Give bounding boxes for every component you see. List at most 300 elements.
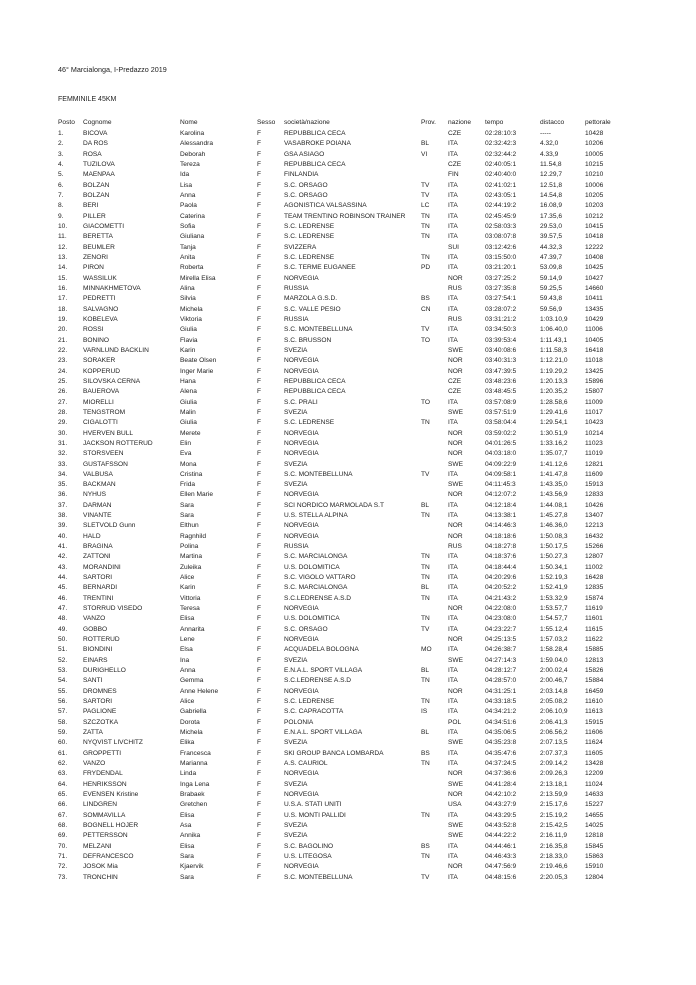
cell-tempo: 02:32:42:3	[485, 140, 517, 148]
cell-societa: S.C. MONTEBELLUNA	[284, 326, 353, 334]
cell-nome: Sara	[180, 852, 194, 860]
cell-societa: S.C. LEDRENSE	[284, 419, 335, 427]
cell-posto: 22.	[58, 346, 68, 354]
cell-nazione: ITA	[448, 563, 458, 571]
cell-prov: BS	[421, 842, 430, 850]
cell-distacco: 1:53.57,7	[540, 605, 568, 613]
cell-distacco: 12.51,8	[540, 181, 562, 189]
cell-cognome: SILOVSKA CERNA	[83, 377, 141, 385]
table-row	[58, 170, 688, 180]
cell-cognome: GUSTAFSSON	[83, 460, 128, 468]
cell-nazione: SWE	[448, 346, 464, 354]
cell-pettorale: 16418	[585, 346, 604, 354]
table-row	[58, 325, 688, 335]
header-nazione: nazione	[448, 119, 472, 126]
cell-cognome: BOLZAN	[83, 191, 110, 199]
table-row	[58, 398, 688, 408]
cell-societa: AGONISTICA VALSASSINA	[284, 202, 367, 210]
cell-cognome: VANZO	[83, 615, 106, 623]
header-prov: Prov.	[421, 119, 436, 126]
cell-nome: Anna	[180, 191, 196, 199]
cell-prov: TN	[421, 512, 430, 520]
cell-pettorale: 15807	[585, 388, 604, 396]
cell-tempo: 04:03:18:0	[485, 450, 517, 458]
cell-nome: Sara	[180, 512, 194, 520]
table-row	[58, 356, 688, 366]
cell-nome: Karin	[180, 584, 196, 592]
cell-posto: 46.	[58, 594, 68, 602]
table-row	[58, 542, 688, 552]
cell-cognome: HVERVEN BULL	[83, 429, 134, 437]
cell-prov: TV	[421, 470, 430, 478]
cell-tempo: 02:40:05:1	[485, 160, 517, 168]
table-row	[58, 232, 688, 242]
cell-sesso: F	[257, 470, 262, 478]
cell-societa: S.C. ORSAGO	[284, 191, 328, 199]
cell-cognome: MORANDINI	[83, 563, 121, 571]
cell-posto: 29.	[58, 419, 68, 427]
cell-pettorale: 15913	[585, 481, 604, 489]
table-row	[58, 191, 688, 201]
cell-nome: Zuleika	[180, 563, 202, 571]
cell-prov: TV	[421, 625, 430, 633]
cell-tempo: 03:47:39:5	[485, 367, 517, 375]
cell-posto: 12.	[58, 243, 68, 251]
cell-nazione: CZE	[448, 377, 462, 385]
cell-posto: 11.	[58, 233, 67, 241]
cell-posto: 48.	[58, 615, 68, 623]
cell-tempo: 03:58:04:4	[485, 419, 517, 427]
cell-cognome: NYHUS	[83, 491, 107, 499]
header-posto: Posto	[58, 119, 75, 126]
cell-nome: Giulia	[180, 326, 197, 334]
cell-distacco: 1:50.17,5	[540, 543, 568, 551]
cell-tempo: 02:41:02:1	[485, 181, 517, 189]
cell-societa: REPUBBLICA CECA	[284, 377, 346, 385]
cell-sesso: F	[257, 336, 262, 344]
cell-societa: FINLANDIA	[284, 171, 319, 179]
cell-posto: 36.	[58, 491, 68, 499]
table-row	[58, 728, 688, 738]
cell-pettorale: 12804	[585, 873, 604, 881]
cell-nome: Merete	[180, 429, 201, 437]
cell-tempo: 04:26:38:7	[485, 646, 517, 654]
cell-nazione: NOR	[448, 770, 463, 778]
cell-nome: Polina	[180, 543, 199, 551]
cell-cognome: MAENPAA	[83, 171, 115, 179]
cell-pettorale: 11601	[585, 615, 603, 623]
cell-tempo: 02:40:40:0	[485, 171, 517, 179]
cell-distacco: 1:33.16,2	[540, 439, 568, 447]
table-row	[58, 780, 688, 790]
cell-sesso: F	[257, 295, 262, 303]
cell-societa: NORVEGIA	[284, 450, 319, 458]
cell-posto: 73.	[58, 873, 68, 881]
cell-nome: Alessandra	[180, 140, 213, 148]
cell-distacco: 29.53,0	[540, 222, 562, 230]
cell-nazione: NOR	[448, 687, 463, 695]
cell-pettorale: 10427	[585, 274, 604, 282]
cell-pettorale: 10405	[585, 336, 604, 344]
cell-posto: 58.	[58, 718, 68, 726]
cell-distacco: 2:19.46,6	[540, 863, 568, 871]
table-row	[58, 212, 688, 222]
cell-pettorale: 11609	[585, 470, 603, 478]
cell-tempo: 04:25:13:5	[485, 636, 517, 644]
cell-prov: TN	[421, 811, 430, 819]
cell-distacco: 4.33,9	[540, 150, 559, 158]
cell-distacco: 1:54.57,7	[540, 615, 568, 623]
cell-cognome: SARTORI	[83, 698, 113, 706]
cell-distacco: 59.56,9	[540, 305, 562, 313]
cell-distacco: 47.39,7	[540, 253, 562, 261]
table-row	[58, 676, 688, 686]
table-row	[58, 594, 688, 604]
cell-cognome: STORRUD VISEDO	[83, 605, 143, 613]
cell-cognome: MINNAKHMETOVA	[83, 284, 141, 292]
cell-tempo: 04:11:45:3	[485, 481, 516, 489]
cell-nome: Alice	[180, 698, 195, 706]
cell-nome: Francesca	[180, 749, 211, 757]
cell-societa: REPUBBLICA CECA	[284, 388, 346, 396]
cell-pettorale: 15915	[585, 718, 604, 726]
cell-sesso: F	[257, 140, 262, 148]
cell-nazione: ITA	[448, 419, 458, 427]
cell-posto: 56.	[58, 698, 68, 706]
cell-cognome: SLETVOLD Gunn	[83, 522, 136, 530]
table-row	[58, 614, 688, 624]
cell-posto: 20.	[58, 326, 68, 334]
cell-cognome: KOPPERUD	[83, 367, 121, 375]
cell-nazione: CZE	[448, 160, 462, 168]
cell-posto: 30.	[58, 429, 68, 437]
cell-posto: 61.	[58, 749, 68, 757]
cell-distacco: 2:13.59,9	[540, 791, 568, 798]
cell-sesso: F	[257, 212, 262, 220]
cell-nazione: ITA	[448, 677, 458, 685]
cell-tempo: 04:35:47:6	[485, 749, 517, 757]
cell-cognome: GROPPETTI	[83, 749, 122, 757]
cell-posto: 26.	[58, 388, 68, 396]
cell-cognome: SORAKER	[83, 357, 116, 365]
cell-societa: NORVEGIA	[284, 491, 319, 499]
table-row	[58, 873, 688, 883]
cell-nome: Brabaek	[180, 791, 205, 798]
cell-distacco: 1:43.35,0	[540, 481, 568, 489]
cell-sesso: F	[257, 429, 262, 437]
table-row	[58, 315, 688, 325]
cell-societa: NORVEGIA	[284, 687, 319, 695]
cell-distacco: 1:46.36,0	[540, 522, 568, 530]
table-row	[58, 583, 688, 593]
cell-pettorale: 14025	[585, 821, 604, 829]
cell-tempo: 04:34:51:6	[485, 718, 517, 726]
cell-posto: 24.	[58, 367, 68, 375]
cell-posto: 19.	[58, 315, 68, 323]
cell-societa: S.C. VALLE PESIO	[284, 305, 341, 313]
cell-posto: 47.	[58, 605, 68, 613]
table-row	[58, 749, 688, 759]
cell-prov: TN	[421, 222, 430, 230]
cell-cognome: DEFRANCESCO	[83, 852, 134, 860]
cell-nome: Kjaervik	[180, 863, 204, 871]
header-cognome: Cognome	[83, 119, 112, 126]
cell-tempo: 03:27:25:2	[485, 274, 517, 282]
cell-nazione: ITA	[448, 264, 458, 272]
cell-pettorale: 10203	[585, 202, 604, 210]
cell-pettorale: 12813	[585, 656, 604, 664]
table-row	[58, 408, 688, 418]
cell-societa: ACQUADELA BOLOGNA	[284, 646, 359, 654]
cell-distacco: 2:06.10,9	[540, 708, 568, 716]
cell-societa: NORVEGIA	[284, 367, 319, 375]
table-row	[58, 139, 688, 149]
cell-tempo: 04:20:52:2	[485, 584, 517, 592]
cell-cognome: PILLER	[83, 212, 106, 220]
cell-distacco: 1:52.41,9	[540, 584, 568, 592]
cell-nome: Caterina	[180, 212, 205, 220]
cell-nome: Silvia	[180, 295, 196, 303]
cell-sesso: F	[257, 760, 262, 768]
table-row	[58, 759, 688, 769]
cell-nome: Annika	[180, 832, 201, 840]
cell-nome: Martina	[180, 553, 202, 561]
cell-cognome: BIONDINI	[83, 646, 113, 654]
cell-prov: TN	[421, 760, 430, 768]
cell-distacco: 2:16.11,9	[540, 832, 568, 840]
cell-posto: 37.	[58, 501, 68, 509]
cell-posto: 32.	[58, 450, 68, 458]
cell-nazione: SWE	[448, 481, 464, 489]
cell-posto: 21.	[58, 336, 68, 344]
table-row	[58, 563, 688, 573]
cell-societa: S.C.LEDRENSE A.S.D	[284, 677, 352, 685]
cell-nazione: NOR	[448, 274, 463, 282]
cell-sesso: F	[257, 191, 262, 199]
cell-nazione: ITA	[448, 594, 458, 602]
cell-distacco: 2:06.56,2	[540, 729, 568, 737]
table-row	[58, 387, 688, 397]
cell-nazione: ITA	[448, 295, 458, 303]
cell-tempo: 04:09:58:1	[485, 470, 517, 478]
cell-cognome: ZENORI	[83, 253, 108, 261]
cell-pettorale: 11610	[585, 698, 603, 706]
cell-pettorale: 15910	[585, 863, 604, 871]
cell-tempo: 04:12:07:2	[485, 491, 517, 499]
cell-nome: Linda	[180, 770, 197, 778]
cell-societa: S.C. VIGOLO VATTARO	[284, 574, 356, 582]
table-row	[58, 604, 688, 614]
cell-cognome: BOLZAN	[83, 181, 110, 189]
table-row	[58, 790, 688, 800]
cell-societa: RUSSIA	[284, 315, 309, 323]
cell-posto: 18.	[58, 305, 68, 313]
cell-nazione: ITA	[448, 574, 458, 582]
cell-nazione: NOR	[448, 357, 463, 365]
cell-nazione: ITA	[448, 811, 458, 819]
cell-sesso: F	[257, 729, 262, 737]
cell-posto: 39.	[58, 522, 68, 530]
cell-distacco: 2:00.46,7	[540, 677, 568, 685]
cell-nome: Gretchen	[180, 801, 208, 809]
cell-societa: S.C.LEDRENSE A.S.D	[284, 594, 352, 602]
cell-sesso: F	[257, 770, 262, 778]
cell-distacco: 2:16.35,8	[540, 842, 568, 850]
cell-nome: Lisa	[180, 181, 193, 189]
cell-prov: BL	[421, 501, 430, 509]
cell-nome: Hana	[180, 377, 196, 385]
cell-tempo: 02:44:19:2	[485, 202, 517, 210]
cell-tempo: 03:34:50:3	[485, 326, 517, 334]
cell-nazione: NOR	[448, 450, 463, 458]
cell-tempo: 04:47:56:9	[485, 863, 517, 871]
cell-pettorale: 10214	[585, 429, 604, 437]
table-row	[58, 501, 688, 511]
table-row	[58, 418, 688, 428]
cell-prov: TN	[421, 594, 430, 602]
cell-pettorale: 10210	[585, 171, 604, 179]
cell-sesso: F	[257, 305, 262, 313]
cell-cognome: HALD	[83, 532, 101, 540]
cell-pettorale: 10415	[585, 222, 604, 230]
cell-societa: A.S. CAURIOL	[284, 760, 328, 768]
table-row	[58, 718, 688, 728]
cell-societa: RUSSIA	[284, 284, 309, 292]
cell-pettorale: 11009	[585, 398, 603, 406]
cell-posto: 54.	[58, 677, 68, 685]
cell-sesso: F	[257, 791, 262, 798]
cell-pettorale: 11002	[585, 563, 603, 571]
cell-pettorale: 11624	[585, 739, 603, 747]
cell-distacco: 1:41.47,8	[540, 470, 568, 478]
cell-sesso: F	[257, 605, 262, 613]
cell-prov: TN	[421, 615, 430, 623]
cell-distacco: 4.32,0	[540, 140, 559, 148]
cell-tempo: 04:18:37:6	[485, 553, 517, 561]
cell-tempo: 03:21:20:1	[485, 264, 517, 272]
table-row	[58, 222, 688, 232]
cell-sesso: F	[257, 553, 262, 561]
cell-pettorale: 11619	[585, 605, 603, 613]
cell-posto: 68.	[58, 821, 68, 829]
cell-nome: Tereza	[180, 160, 200, 168]
table-row	[58, 521, 688, 531]
cell-posto: 59.	[58, 729, 68, 737]
cell-posto: 41.	[58, 543, 68, 551]
cell-societa: U.S. STELLA ALPINA	[284, 512, 348, 520]
cell-pettorale: 15884	[585, 677, 604, 685]
cell-nazione: NOR	[448, 522, 463, 530]
cell-cognome: ROSA	[83, 150, 102, 158]
cell-sesso: F	[257, 522, 262, 530]
cell-sesso: F	[257, 594, 262, 602]
cell-distacco: 1:12.21,0	[540, 357, 568, 365]
table-row	[58, 862, 688, 872]
cell-cognome: DARMAN	[83, 501, 112, 509]
cell-posto: 4.	[58, 160, 64, 168]
cell-cognome: PAGLIONE	[83, 708, 117, 716]
cell-societa: NORVEGIA	[284, 636, 319, 644]
cell-societa: SVIZZERA	[284, 243, 317, 251]
cell-sesso: F	[257, 718, 262, 726]
cell-cognome: JOSOK Mia	[83, 863, 118, 871]
cell-nome: Dorota	[180, 718, 200, 726]
cell-sesso: F	[257, 646, 262, 654]
cell-prov: BS	[421, 749, 430, 757]
cell-nazione: NOR	[448, 863, 463, 871]
cell-tempo: 04:43:29:5	[485, 811, 517, 819]
cell-nazione: SWE	[448, 832, 464, 840]
cell-cognome: BAUEROVA	[83, 388, 120, 396]
cell-posto: 33.	[58, 460, 68, 468]
cell-prov: TV	[421, 873, 430, 881]
table-row	[58, 738, 688, 748]
cell-distacco: 1:11.58,3	[540, 346, 568, 354]
cell-sesso: F	[257, 284, 262, 292]
cell-posto: 49.	[58, 625, 68, 633]
cell-distacco: 1:59.04,0	[540, 656, 568, 664]
cell-sesso: F	[257, 656, 262, 664]
cell-societa: NORVEGIA	[284, 770, 319, 778]
cell-posto: 9.	[58, 212, 64, 220]
cell-cognome: SZCZOTKA	[83, 718, 119, 726]
table-row	[58, 243, 688, 253]
cell-societa: U.S.A. STATI UNITI	[284, 801, 342, 809]
cell-pettorale: 12821	[585, 460, 604, 468]
cell-cognome: DURIGHELLO	[83, 667, 126, 675]
cell-prov: IS	[421, 708, 428, 716]
cell-nazione: NOR	[448, 439, 463, 447]
table-row	[58, 831, 688, 841]
cell-sesso: F	[257, 687, 262, 695]
cell-nome: Alice	[180, 574, 195, 582]
cell-societa: S.C. ORSAGO	[284, 625, 328, 633]
cell-sesso: F	[257, 233, 262, 241]
cell-pettorale: 16459	[585, 687, 604, 695]
table-row	[58, 645, 688, 655]
cell-societa: S.C. MONTEBELLUNA	[284, 873, 353, 881]
cell-distacco: 2:13.18,1	[540, 780, 568, 788]
cell-pettorale: 12807	[585, 553, 604, 561]
table-row	[58, 336, 688, 346]
cell-tempo: 04:43:52:8	[485, 821, 517, 829]
cell-distacco: 59.14,9	[540, 274, 562, 282]
cell-nazione: NOR	[448, 367, 463, 375]
cell-nome: Teresa	[180, 605, 200, 613]
cell-nazione: ITA	[448, 729, 458, 737]
cell-pettorale: 13435	[585, 305, 604, 313]
cell-distacco: 1:11.43,1	[540, 336, 568, 344]
cell-nome: Tanja	[180, 243, 196, 251]
cell-nome: Ida	[180, 171, 190, 179]
table-row	[58, 687, 688, 697]
cell-cognome: CIGALOTTI	[83, 419, 118, 427]
cell-nazione: RUS	[448, 543, 462, 551]
cell-distacco: 1:57.03,2	[540, 636, 568, 644]
cell-distacco: 59.43,8	[540, 295, 562, 303]
cell-nazione: ITA	[448, 202, 458, 210]
cell-nazione: SUI	[448, 243, 459, 251]
cell-prov: VI	[421, 150, 428, 158]
cell-cognome: HENRIKSSON	[83, 780, 127, 788]
table-row	[58, 635, 688, 645]
cell-distacco: 1:52.19,3	[540, 574, 568, 582]
cell-cognome: EVENSEN Kristine	[83, 791, 139, 798]
cell-sesso: F	[257, 563, 262, 571]
cell-sesso: F	[257, 615, 262, 623]
cell-nome: Sara	[180, 873, 194, 881]
table-row	[58, 511, 688, 521]
